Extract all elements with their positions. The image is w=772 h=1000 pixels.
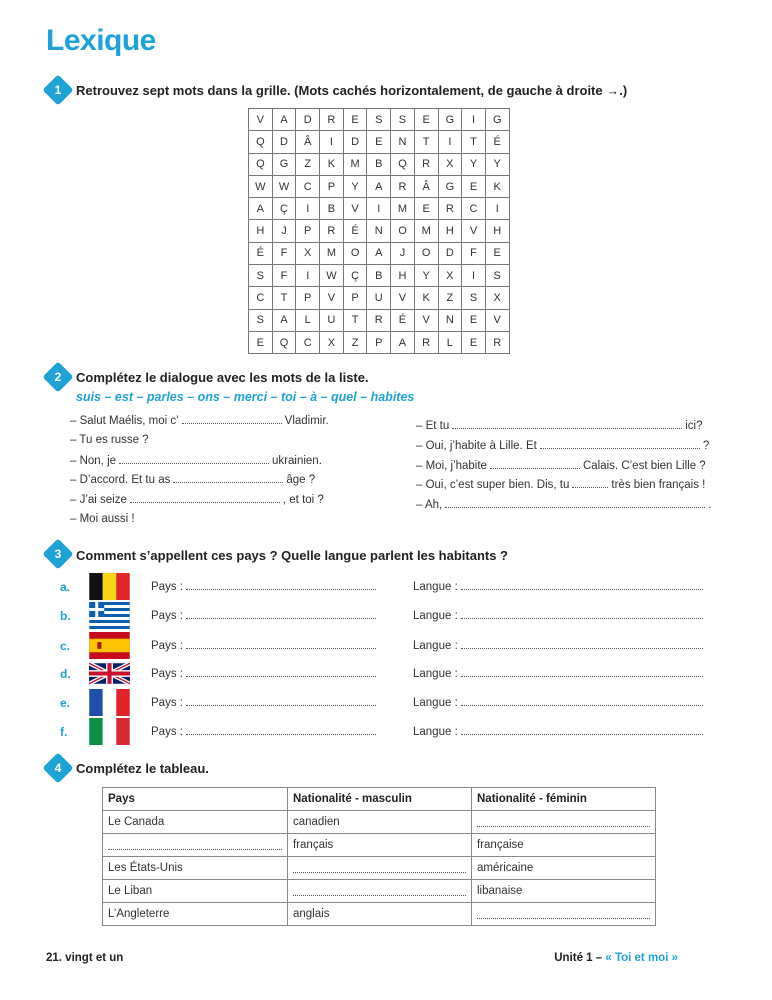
grid-row [249, 220, 510, 242]
pays-field-blank[interactable] [186, 696, 376, 706]
grid-cell[interactable]: C [296, 175, 320, 197]
grid-cell[interactable]: E [462, 331, 486, 353]
grid-cell[interactable]: V [343, 198, 367, 220]
grid-cell[interactable]: F [462, 242, 486, 264]
grid-cell[interactable]: H [391, 265, 415, 287]
dialogue-text: – Non, je [70, 454, 117, 467]
answer-blank[interactable] [108, 839, 282, 850]
grid-cell[interactable]: Z [438, 287, 462, 309]
grid-cell[interactable]: U [320, 309, 344, 331]
grid-cell[interactable]: K [485, 175, 509, 197]
grid-cell[interactable]: Y [462, 153, 486, 175]
grid-cell[interactable]: P [296, 287, 320, 309]
grid-cell[interactable]: R [320, 220, 344, 242]
word-search-grid [248, 108, 510, 354]
dialogue-text: ici? [685, 420, 703, 432]
grid-cell[interactable]: V [414, 309, 438, 331]
grid-cell[interactable]: E [485, 242, 509, 264]
grid-cell[interactable]: S [249, 265, 273, 287]
pays-field-blank[interactable] [186, 639, 376, 649]
langue-field-label: Langue : [413, 640, 458, 652]
dialogue-line [416, 439, 709, 452]
grid-cell[interactable]: M [343, 153, 367, 175]
item-letter: c. [60, 639, 71, 653]
grid-cell[interactable]: B [367, 265, 391, 287]
dialogue-line [416, 498, 711, 511]
langue-field-blank[interactable] [461, 580, 703, 590]
pays-field-blank[interactable] [186, 580, 376, 590]
france-flag-icon [89, 689, 130, 716]
grid-cell[interactable]: Q [249, 131, 273, 153]
grid-cell[interactable]: A [367, 175, 391, 197]
dialogue-text: , et toi ? [282, 494, 324, 507]
grid-cell[interactable]: R [414, 153, 438, 175]
pays-field [151, 725, 379, 738]
grid-cell[interactable]: V [485, 309, 509, 331]
dialogue-line [70, 473, 315, 486]
grid-cell[interactable]: M [414, 220, 438, 242]
langue-field-label: Langue : [413, 697, 458, 709]
grid-cell[interactable]: Z [296, 153, 320, 175]
pays-field-blank[interactable] [186, 725, 376, 735]
langue-field [413, 639, 706, 652]
table-row [103, 880, 656, 903]
pays-field [151, 609, 379, 622]
grid-cell[interactable]: S [391, 109, 415, 131]
grid-cell[interactable]: Y [414, 265, 438, 287]
item-letter: e. [60, 696, 71, 710]
grid-cell[interactable]: Ç [343, 265, 367, 287]
grid-cell[interactable]: A [249, 198, 273, 220]
item-letter: a. [60, 580, 71, 594]
grid-cell[interactable]: M [320, 242, 344, 264]
grid-row [249, 242, 510, 264]
grid-cell[interactable]: E [343, 109, 367, 131]
grid-cell[interactable]: F [272, 242, 296, 264]
pays-field-label: Pays : [151, 697, 183, 709]
grid-cell[interactable]: Q [272, 331, 296, 353]
table-blank-cell[interactable] [103, 834, 288, 857]
grid-cell[interactable]: K [320, 153, 344, 175]
answer-blank[interactable] [540, 439, 700, 449]
table-cell: L’Angleterre [103, 903, 288, 926]
dialogue-text: Calais. C’est bien Lille ? [582, 459, 706, 472]
table-blank-cell[interactable] [288, 880, 472, 903]
grid-row [249, 309, 510, 331]
grid-cell[interactable]: D [272, 131, 296, 153]
grid-row [249, 175, 510, 197]
answer-blank[interactable] [182, 414, 282, 424]
table-cell: français [288, 834, 472, 857]
grid-cell[interactable]: G [485, 109, 509, 131]
grid-cell[interactable]: É [343, 220, 367, 242]
grid-cell[interactable]: R [414, 331, 438, 353]
table-blank-cell[interactable] [472, 903, 656, 926]
grid-cell[interactable]: E [414, 198, 438, 220]
grid-cell[interactable]: O [343, 242, 367, 264]
grid-cell[interactable]: Ç [272, 198, 296, 220]
grid-cell[interactable]: E [249, 331, 273, 353]
grid-cell[interactable]: P [343, 287, 367, 309]
dialogue-line [416, 478, 705, 491]
answer-blank[interactable] [572, 478, 608, 488]
langue-field-blank[interactable] [461, 609, 703, 619]
grid-cell[interactable]: H [249, 220, 273, 242]
belgium-flag-icon [89, 573, 130, 600]
grid-cell[interactable]: L [296, 309, 320, 331]
grid-cell[interactable]: W [249, 175, 273, 197]
exercise-3-badge: 3 [47, 543, 69, 565]
grid-cell[interactable]: I [296, 265, 320, 287]
grid-cell[interactable]: J [272, 220, 296, 242]
answer-blank[interactable] [445, 498, 705, 508]
grid-cell[interactable]: K [414, 287, 438, 309]
table-row [103, 811, 656, 834]
page-title: Lexique [46, 24, 156, 57]
dialogue-text: Vladimir. [284, 415, 329, 427]
answer-blank[interactable] [119, 454, 269, 464]
grid-cell[interactable]: T [343, 309, 367, 331]
grid-row [249, 131, 510, 153]
grid-cell[interactable]: I [462, 265, 486, 287]
table-cell: française [472, 834, 656, 857]
item-letter: b. [60, 609, 71, 623]
pays-field-blank[interactable] [186, 609, 376, 619]
grid-cell[interactable]: I [367, 198, 391, 220]
grid-cell[interactable]: Z [343, 331, 367, 353]
grid-cell[interactable]: W [272, 175, 296, 197]
grid-cell[interactable]: H [438, 220, 462, 242]
unit-prefix: Unité 1 – [554, 952, 603, 964]
langue-field-label: Langue : [413, 610, 458, 622]
grid-cell[interactable]: Â [414, 175, 438, 197]
grid-cell[interactable]: F [272, 265, 296, 287]
grid-cell[interactable]: V [391, 287, 415, 309]
table-cell: américaine [472, 857, 656, 880]
grid-cell[interactable]: N [391, 131, 415, 153]
column-header: Pays [103, 788, 288, 811]
langue-field [413, 696, 706, 709]
grid-cell[interactable]: I [296, 198, 320, 220]
uk-flag-icon [89, 660, 130, 687]
dialogue-line [70, 434, 149, 446]
pays-field-label: Pays : [151, 610, 183, 622]
grid-cell[interactable]: V [320, 287, 344, 309]
dialogue-text: âge ? [286, 474, 316, 487]
grid-cell[interactable]: A [272, 309, 296, 331]
pays-field-label: Pays : [151, 640, 183, 652]
grid-cell[interactable]: I [485, 198, 509, 220]
grid-cell[interactable]: T [414, 131, 438, 153]
grid-cell[interactable]: C [296, 331, 320, 353]
exercise-1-instruction: Retrouvez sept mots dans la grille. (Mots cachés horizontalement, de gauche à droite →.) [76, 83, 628, 98]
grid-cell[interactable]: B [320, 198, 344, 220]
grid-cell[interactable]: X [296, 242, 320, 264]
page-number: 21. vingt et un [46, 952, 124, 964]
exercise-3-instruction: Comment s’appellent ces pays ? Quelle langue parlent les habitants ? [76, 548, 509, 563]
grid-cell[interactable]: V [249, 109, 273, 131]
grid-cell[interactable]: E [462, 309, 486, 331]
grid-cell[interactable]: D [296, 109, 320, 131]
grid-row [249, 109, 510, 131]
grid-cell[interactable]: S [485, 265, 509, 287]
pays-field-blank[interactable] [186, 667, 376, 677]
answer-blank[interactable] [477, 816, 650, 827]
grid-cell[interactable]: X [438, 265, 462, 287]
dialogue-line [416, 459, 706, 472]
answer-blank[interactable] [477, 908, 650, 919]
grid-cell[interactable]: I [320, 131, 344, 153]
dialogue-line [70, 493, 324, 506]
grid-cell[interactable]: C [462, 198, 486, 220]
answer-blank[interactable] [293, 862, 466, 873]
dialogue-text: . [708, 499, 712, 512]
table-header-row [103, 788, 656, 811]
grid-cell[interactable]: D [438, 242, 462, 264]
dialogue-text: – J’ai seize [70, 494, 127, 507]
grid-cell[interactable]: R [320, 109, 344, 131]
grid-cell[interactable]: I [462, 109, 486, 131]
grid-cell[interactable]: A [367, 242, 391, 264]
table-cell: anglais [288, 903, 472, 926]
exercise-1-badge: 1 [47, 79, 69, 101]
grid-cell[interactable]: Y [485, 153, 509, 175]
dialogue-text: très bien français ! [611, 479, 706, 492]
pays-field-label: Pays : [151, 581, 183, 593]
langue-field-blank[interactable] [461, 639, 703, 649]
grid-row [249, 265, 510, 287]
exercise-2-badge: 2 [47, 366, 69, 388]
pays-field [151, 667, 379, 680]
grid-cell[interactable]: E [462, 175, 486, 197]
grid-cell[interactable]: Y [343, 175, 367, 197]
dialogue-text: – Ah, [416, 499, 443, 512]
grid-cell[interactable]: R [391, 175, 415, 197]
table-row [103, 903, 656, 926]
grid-cell[interactable]: P [320, 175, 344, 197]
langue-field [413, 609, 706, 622]
column-header: Nationalité - féminin [472, 788, 656, 811]
langue-field-label: Langue : [413, 726, 458, 738]
table-row [103, 834, 656, 857]
langue-field-label: Langue : [413, 581, 458, 593]
answer-blank[interactable] [173, 473, 283, 483]
grid-cell[interactable]: X [485, 287, 509, 309]
langue-field [413, 667, 706, 680]
langue-field [413, 725, 706, 738]
dialogue-text: – Et tu [416, 420, 450, 432]
table-cell: libanaise [472, 880, 656, 903]
grid-cell[interactable]: S [367, 109, 391, 131]
grid-cell[interactable]: C [249, 287, 273, 309]
table-cell: canadien [288, 811, 472, 834]
grid-cell[interactable]: P [367, 331, 391, 353]
langue-field-blank[interactable] [461, 696, 703, 706]
dialogue-text: – Oui, c’est super bien. Dis, tu [416, 479, 570, 492]
grid-cell[interactable]: M [391, 198, 415, 220]
exercise-2-instruction: Complétez le dialogue avec les mots de la liste. [76, 370, 369, 385]
grid-cell[interactable]: H [485, 220, 509, 242]
grid-cell[interactable]: A [391, 331, 415, 353]
grid-cell[interactable]: É [391, 309, 415, 331]
table-cell: Les États-Unis [103, 857, 288, 880]
grid-cell[interactable]: O [414, 242, 438, 264]
grid-cell[interactable]: B [367, 153, 391, 175]
dialogue-text: – Tu es russe ? [70, 433, 149, 446]
dialogue-line [70, 454, 322, 467]
grid-cell[interactable]: U [367, 287, 391, 309]
item-letter: d. [60, 667, 71, 681]
pays-field-label: Pays : [151, 668, 183, 680]
langue-field-blank[interactable] [461, 725, 703, 735]
dialogue-text: ukrainien. [272, 454, 322, 467]
table-cell: Le Canada [103, 811, 288, 834]
grid-cell[interactable]: V [462, 220, 486, 242]
grid-cell[interactable]: L [438, 331, 462, 353]
grid-cell[interactable]: É [485, 131, 509, 153]
grid-cell[interactable]: X [320, 331, 344, 353]
grid-cell[interactable]: N [438, 309, 462, 331]
langue-field [413, 580, 706, 593]
grid-cell[interactable]: G [272, 153, 296, 175]
answer-blank[interactable] [452, 419, 682, 429]
grid-cell[interactable]: S [462, 287, 486, 309]
langue-field-blank[interactable] [461, 667, 703, 677]
pays-field [151, 639, 379, 652]
grid-cell[interactable]: S [249, 309, 273, 331]
dialogue-text: – Moi, j’habite [416, 459, 487, 472]
grid-cell[interactable]: N [367, 220, 391, 242]
langue-field-label: Langue : [413, 668, 458, 680]
table-blank-cell[interactable] [288, 857, 472, 880]
grid-cell[interactable]: O [391, 220, 415, 242]
unit-footer [554, 952, 678, 964]
grid-cell[interactable]: R [485, 331, 509, 353]
grid-cell[interactable]: E [367, 131, 391, 153]
grid-cell[interactable]: G [438, 175, 462, 197]
grid-row [249, 287, 510, 309]
grid-cell[interactable]: É [249, 242, 273, 264]
dialogue-text: – Moi aussi ! [70, 513, 135, 525]
grid-cell[interactable]: A [272, 109, 296, 131]
pays-field [151, 580, 379, 593]
grid-row [249, 331, 510, 353]
unit-title: « Toi et moi » [605, 952, 678, 964]
italy-flag-icon [89, 718, 130, 745]
exercise-4-badge: 4 [47, 757, 69, 779]
grid-cell[interactable]: G [438, 109, 462, 131]
answer-blank[interactable] [293, 885, 466, 896]
exercise-4-instruction: Complétez le tableau. [76, 761, 209, 776]
dialogue-text: – D’accord. Et tu as [70, 474, 171, 487]
grid-cell[interactable]: P [296, 220, 320, 242]
dialogue-text: ? [702, 439, 710, 452]
grid-cell[interactable]: R [367, 309, 391, 331]
grid-cell[interactable]: E [414, 109, 438, 131]
dialogue-line [70, 414, 329, 427]
item-letter: f. [60, 725, 68, 739]
dialogue-line [416, 419, 703, 432]
grid-cell[interactable]: X [438, 153, 462, 175]
dialogue-line [70, 513, 135, 525]
answer-blank[interactable] [490, 459, 580, 469]
word-list: suis – est – parles – ons – merci – toi – à – quel – habites [76, 390, 415, 404]
grid-cell[interactable]: Q [391, 153, 415, 175]
table-blank-cell[interactable] [472, 811, 656, 834]
table-row [103, 857, 656, 880]
grid-row [249, 198, 510, 220]
grid-cell[interactable]: I [438, 131, 462, 153]
greece-flag-icon [89, 602, 130, 629]
dialogue-text: – Salut Maélis, moi c’ [70, 415, 179, 427]
dialogue-text: – Oui, j’habite à Lille. Et [416, 439, 537, 452]
column-header: Nationalité - masculin [288, 788, 472, 811]
grid-cell[interactable]: D [343, 131, 367, 153]
grid-cell[interactable]: W [320, 265, 344, 287]
grid-cell[interactable]: T [462, 131, 486, 153]
pays-field-label: Pays : [151, 726, 183, 738]
grid-cell[interactable]: Â [296, 131, 320, 153]
grid-cell[interactable]: R [438, 198, 462, 220]
pays-field [151, 696, 379, 709]
nationality-table [102, 787, 656, 926]
table-cell: Le Liban [103, 880, 288, 903]
grid-cell[interactable]: J [391, 242, 415, 264]
answer-blank[interactable] [130, 493, 280, 503]
grid-cell[interactable]: T [272, 287, 296, 309]
grid-cell[interactable]: Q [249, 153, 273, 175]
spain-flag-icon [89, 632, 130, 659]
grid-row [249, 153, 510, 175]
